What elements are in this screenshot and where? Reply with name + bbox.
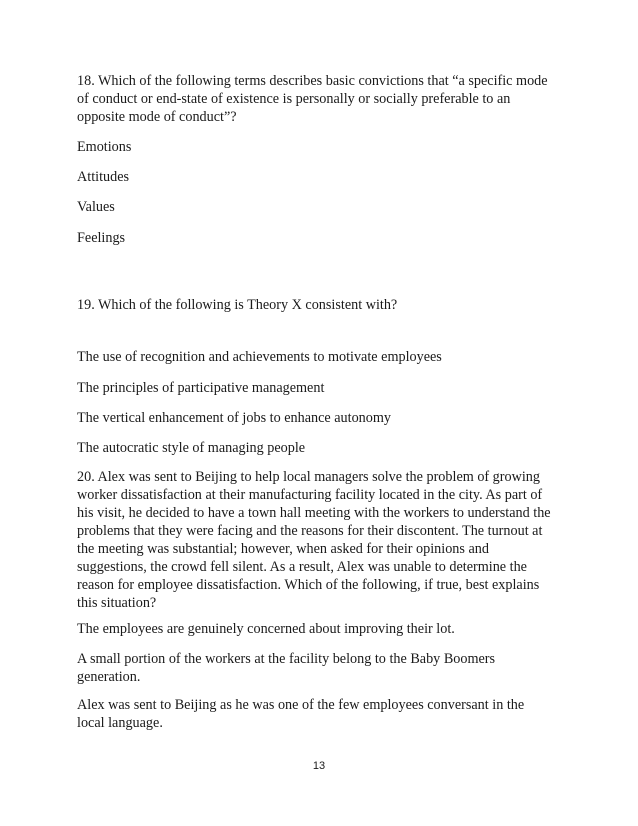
option-line: generation. — [77, 669, 141, 685]
question-19-text: 19. Which of the following is Theory X consistent with? — [77, 297, 398, 313]
question-20-option-concerned: The employees are genuinely concerned about improving their lot. — [77, 621, 455, 637]
question-20-option-conversant — [77, 696, 567, 732]
question-20-line: 20. Alex was sent to Beijing to help local managers solve the problem of growing — [77, 469, 540, 485]
question-19-option-vertical: The vertical enhancement of jobs to enhance autonomy — [77, 410, 391, 426]
question-20-text — [77, 468, 567, 612]
question-18-line: of conduct or end-state of existence is personally or socially preferable to an — [77, 91, 511, 107]
question-19-option-recognition: The use of recognition and achievements to motivate employees — [77, 349, 442, 365]
question-20-option-baby-boomers — [77, 650, 567, 686]
question-18-option-attitudes: Attitudes — [77, 169, 130, 185]
option-line: Alex was sent to Beijing as he was one of the few employees conversant in the — [77, 697, 525, 713]
page-number: 13 — [312, 760, 326, 772]
question-18-line: opposite mode of conduct”? — [77, 109, 237, 125]
question-20-line: worker dissatisfaction at their manufacturing facility located in the city. As part of — [77, 487, 543, 503]
question-18-text — [77, 72, 567, 126]
question-20-line: problems that they were facing and the reasons for their discontent. The turnout at — [77, 523, 543, 539]
question-18-line: 18. Which of the following terms describes basic convictions that “a specific mode — [77, 73, 548, 89]
question-18-option-emotions: Emotions — [77, 139, 132, 155]
question-19-option-participative: The principles of participative management — [77, 380, 325, 396]
question-18-option-values: Values — [77, 199, 115, 215]
option-line: local language. — [77, 715, 163, 731]
option-line: A small portion of the workers at the facility belong to the Baby Boomers — [77, 651, 496, 667]
question-20-line: reason for employee dissatisfaction. Which of the following, if true, best explains — [77, 577, 540, 593]
question-20-line: this situation? — [77, 595, 157, 611]
question-19-option-autocratic: The autocratic style of managing people — [77, 440, 306, 456]
question-20-line: the meeting was substantial; however, when asked for their opinions and — [77, 541, 489, 557]
question-18-option-feelings: Feelings — [77, 230, 126, 246]
question-20-line: suggestions, the crowd fell silent. As a result, Alex was unable to determine the — [77, 559, 527, 575]
question-20-line: his visit, he decided to have a town hall meeting with the workers to understand the — [77, 505, 551, 521]
